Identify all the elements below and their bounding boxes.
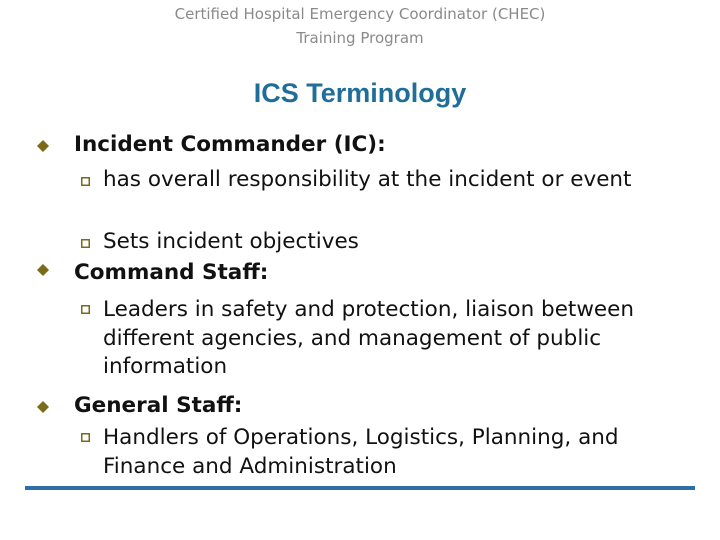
square-bullet-icon — [81, 177, 90, 186]
square-bullet-icon — [81, 305, 90, 314]
diamond-bullet-icon — [37, 140, 49, 152]
footer-divider — [25, 486, 695, 490]
sub-item-text: has overall responsibility at the incident or event — [103, 167, 632, 192]
list-item-label: Command Staff: — [74, 260, 269, 285]
header-line-1: Certified Hospital Emergency Coordinator (CHEC) — [174, 5, 546, 23]
sub-item-text: Handlers of Operations, Logistics, Planning, and Finance and Administration — [103, 425, 619, 479]
diamond-bullet-icon — [37, 401, 49, 413]
list-item-label: Incident Commander (IC): — [74, 132, 386, 157]
square-bullet-icon — [81, 239, 90, 248]
diamond-bullet-icon — [37, 264, 49, 276]
sub-item-text: Leaders in safety and protection, liaison between different agencies, and management of public information — [103, 297, 635, 379]
list-item-label: General Staff: — [74, 393, 243, 418]
sub-item-text: Sets incident objectives — [103, 229, 359, 254]
slide-title: ICS Terminology — [253, 78, 467, 108]
header-line-2: Training Program — [296, 29, 424, 47]
square-bullet-icon — [81, 433, 90, 442]
